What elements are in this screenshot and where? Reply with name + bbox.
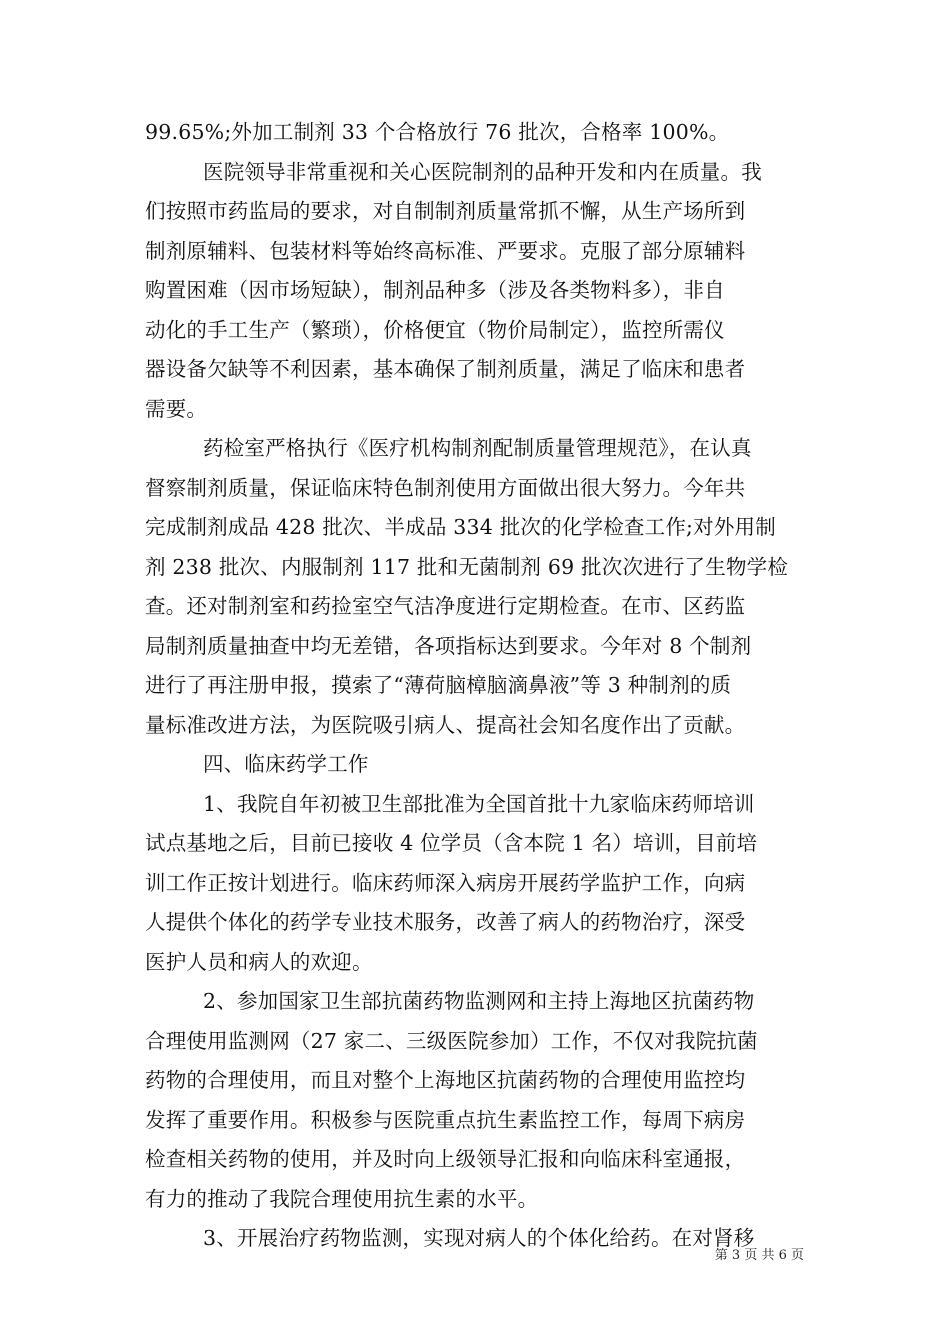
text-line: 完成制剂成品 428 批次、半成品 334 批次的化学检查工作;对外用制 <box>145 515 776 539</box>
text-line: 有力的推动了我院合理使用抗生素的水平。 <box>145 1186 539 1211</box>
text-line: 药检室严格执行《医疗机构制剂配制质量管理规范》，在认真 <box>203 436 752 460</box>
text-line: 购置困难（因市场短缺），制剂品种多（涉及各类物料多），非自 <box>145 278 725 302</box>
text-line: 四、临床药学工作 <box>203 752 369 776</box>
text-line: 试点基地之后，目前已接收 4 位学员（含本院 1 名）培训，目前培 <box>145 831 758 855</box>
text-line: 量标准改进方法，为医院吸引病人、提高社会知名度作出了贡献。 <box>145 712 746 737</box>
text-line: 发挥了重要作用。积极参与医院重点抗生素监控工作，每周下病房 <box>145 1107 746 1132</box>
text-line: 3、开展治疗药物监测，实现对病人的个体化给药。在对肾移 <box>203 1226 755 1250</box>
text-line: 医护人员和病人的欢迎。 <box>145 949 373 974</box>
text-line: 99.65%;外加工制剂 33 个合格放行 76 批次，合格率 100%。 <box>145 120 730 144</box>
text-line: 剂 238 批次、内服制剂 117 批和无菌制剂 69 批次次进行了生物学检 <box>145 554 789 579</box>
page-number: 第 3 页 共 6 页 <box>714 1248 804 1263</box>
text-line: 局制剂质量抽查中均无差错，各项指标达到要求。今年对 8 个制剂 <box>145 633 752 658</box>
text-line: 人提供个体化的药学专业技术服务，改善了病人的药物治疗，深受 <box>145 910 746 934</box>
text-line: 们按照市药监局的要求，对自制制剂质量常抓不懈，从生产场所到 <box>145 199 746 223</box>
text-line: 查。还对制剂室和药捡室空气洁净度进行定期检查。在市、区药监 <box>145 594 746 618</box>
text-line: 2、参加国家卫生部抗菌药物监测网和主持上海地区抗菌药物 <box>203 989 755 1013</box>
text-line: 动化的手工生产（繁琐），价格便宜（物价局制定），监控所需仪 <box>145 317 725 342</box>
text-line: 医院领导非常重视和关心医院制剂的品种开发和内在质量。我 <box>203 159 762 184</box>
text-line: 检查相关药物的使用，并及时向上级领导汇报和向临床科室通报， <box>145 1147 746 1171</box>
text-line: 进行了再注册申报，摸索了“薄荷脑樟脑滴鼻液”等 3 种制剂的质 <box>145 673 732 697</box>
text-line: 合理使用监测网（27 家二、三级医院参加）工作，不仅对我院抗菌 <box>145 1028 758 1053</box>
text-line: 1、我院自年初被卫生部批准为全国首批十九家临床药师培训 <box>203 791 755 816</box>
text-line: 药物的合理使用，而且对整个上海地区抗菌药物的合理使用监控均 <box>145 1068 746 1092</box>
text-line: 器设备欠缺等不利因素，基本确保了制剂质量，满足了临床和患者 <box>145 357 746 381</box>
text-line: 训工作正按计划进行。临床药师深入病房开展药学监护工作，向病 <box>145 870 746 895</box>
text-line: 需要。 <box>145 396 208 421</box>
body-text <box>145 113 815 1259</box>
text-line: 督察制剂质量，保证临床特色制剂使用方面做出很大努力。今年共 <box>145 475 746 500</box>
text-line: 制剂原辅料、包装材料等始终高标准、严要求。克服了部分原辅料 <box>145 238 746 263</box>
